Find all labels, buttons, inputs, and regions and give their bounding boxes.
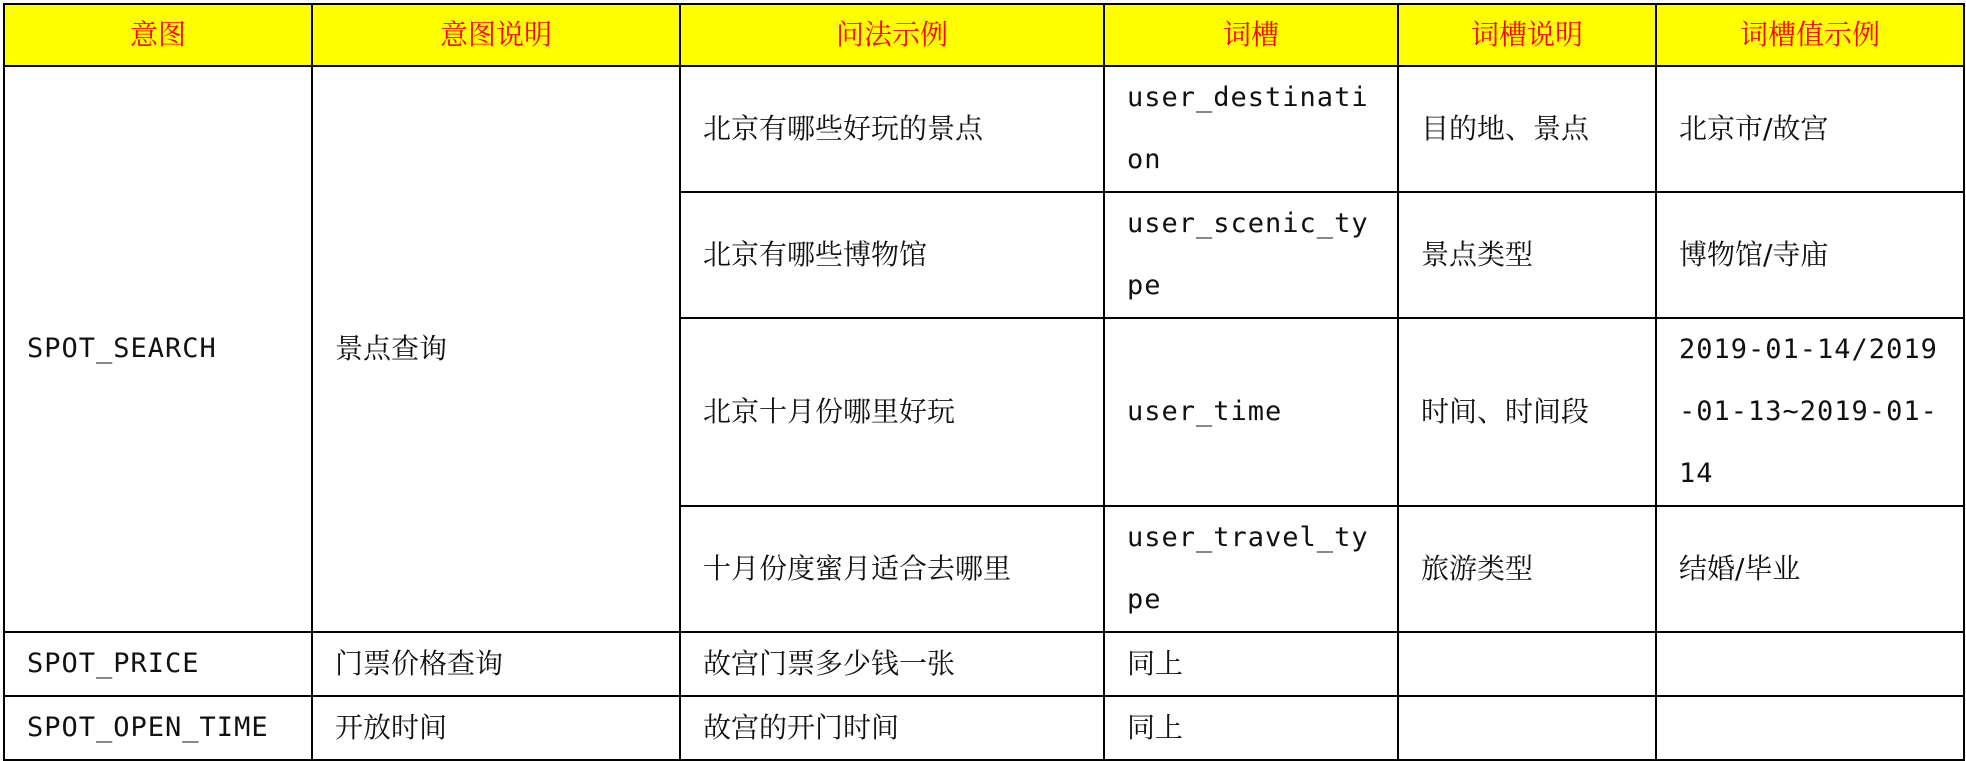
slot-cell: 同上 — [1104, 632, 1398, 696]
intent-desc-cell: 景点查询 — [312, 66, 680, 632]
intent-cell: SPOT_OPEN_TIME — [4, 696, 312, 760]
slot-value-cell: 北京市/故宫 — [1656, 66, 1964, 192]
header-intent: 意图 — [4, 4, 312, 66]
example-cell: 故宫的开门时间 — [680, 696, 1104, 760]
slot-cell: user_destination — [1104, 66, 1398, 192]
intent-desc-cell: 开放时间 — [312, 696, 680, 760]
slot-desc-cell: 旅游类型 — [1398, 506, 1656, 632]
slot-desc-cell: 时间、时间段 — [1398, 318, 1656, 506]
slot-desc-cell — [1398, 632, 1656, 696]
header-intent-desc: 意图说明 — [312, 4, 680, 66]
slot-value-cell: 结婚/毕业 — [1656, 506, 1964, 632]
intent-desc-cell: 门票价格查询 — [312, 632, 680, 696]
header-example: 问法示例 — [680, 4, 1104, 66]
slot-cell: user_time — [1104, 318, 1398, 506]
intent-cell: SPOT_PRICE — [4, 632, 312, 696]
slot-desc-cell: 目的地、景点 — [1398, 66, 1656, 192]
example-cell: 北京有哪些博物馆 — [680, 192, 1104, 318]
header-row — [4, 4, 1964, 66]
table-row — [4, 66, 1964, 192]
table-row — [4, 632, 1964, 696]
intent-slot-table — [3, 3, 1965, 761]
example-cell: 故宫门票多少钱一张 — [680, 632, 1104, 696]
slot-desc-cell: 景点类型 — [1398, 192, 1656, 318]
header-slot-value: 词槽值示例 — [1656, 4, 1964, 66]
table-row — [4, 696, 1964, 760]
slot-cell: user_travel_type — [1104, 506, 1398, 632]
slot-desc-cell — [1398, 696, 1656, 760]
slot-value-cell — [1656, 696, 1964, 760]
slot-cell: 同上 — [1104, 696, 1398, 760]
header-slot-desc: 词槽说明 — [1398, 4, 1656, 66]
header-slot: 词槽 — [1104, 4, 1398, 66]
slot-value-cell: 博物馆/寺庙 — [1656, 192, 1964, 318]
example-cell: 北京十月份哪里好玩 — [680, 318, 1104, 506]
slot-value-cell — [1656, 632, 1964, 696]
intent-cell: SPOT_SEARCH — [4, 66, 312, 632]
slot-cell: user_scenic_type — [1104, 192, 1398, 318]
example-cell: 十月份度蜜月适合去哪里 — [680, 506, 1104, 632]
example-cell: 北京有哪些好玩的景点 — [680, 66, 1104, 192]
slot-value-cell: 2019-01-14/2019-01-13~2019-01-14 — [1656, 318, 1964, 506]
